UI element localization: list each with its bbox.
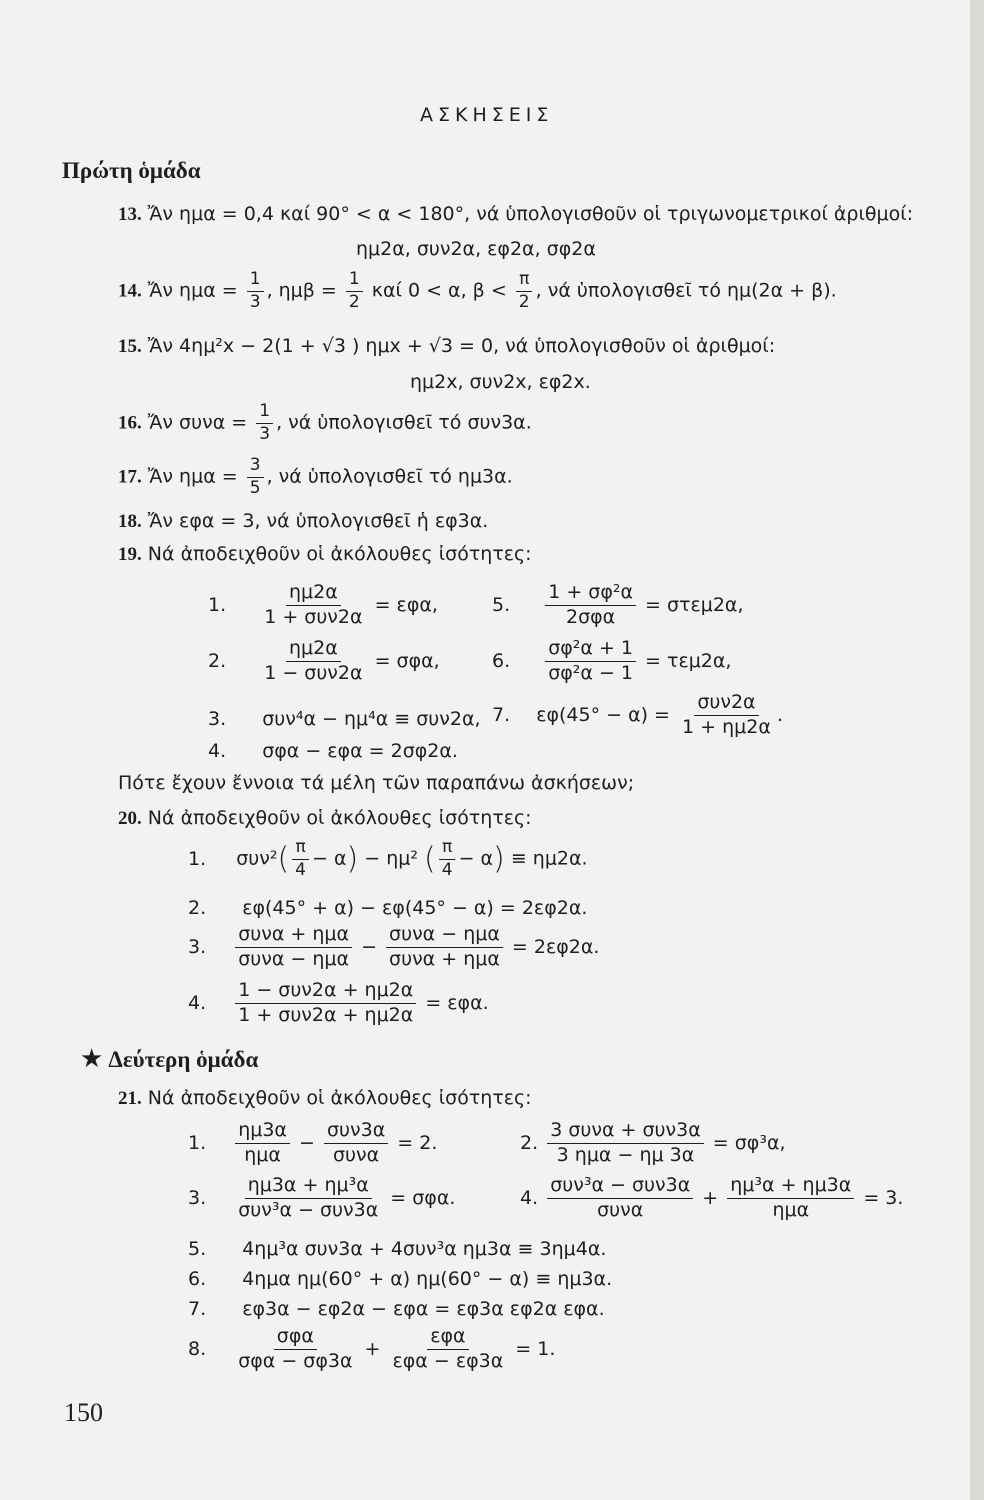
item-label: 1. <box>208 593 227 616</box>
text: = στεμ2α, <box>645 593 744 616</box>
exercise-number: 16. <box>118 412 142 434</box>
numerator: ημ3α + ημ³α <box>245 1175 372 1199</box>
paren: ) <box>346 841 359 877</box>
exercise-text: Νά ἀποδειχθοῦν οἱ ἀκόλουθες ἰσότητες: <box>147 807 532 829</box>
operator: + <box>702 1186 719 1209</box>
item-label: 3. <box>208 708 227 730</box>
numerator: π <box>516 270 532 292</box>
group2-heading: Δεύτερη ὁμάδα <box>108 1047 259 1072</box>
numerator: 3 συνα + συν3α <box>547 1120 704 1144</box>
exercise-number: 20. <box>118 808 142 829</box>
exercise-number: 17. <box>118 466 142 488</box>
numerator: σφ²α + 1 <box>545 638 636 662</box>
denominator: συνα <box>597 1198 644 1221</box>
numerator: συνα + ημα <box>235 924 352 948</box>
ex21-item-3 <box>188 1175 455 1222</box>
denominator: 1 + συν2α <box>264 605 363 628</box>
exercise-20 <box>118 807 532 830</box>
exercise-text: Νά ἀποδειχθοῦν οἱ ἀκόλουθες ἰσότητες: <box>147 543 532 565</box>
denominator: 2 <box>348 291 360 312</box>
ex21-item-7 <box>188 1298 605 1320</box>
denominator: συνα + ημα <box>389 947 500 970</box>
item-label: 8. <box>188 1337 207 1360</box>
numerator: σφα <box>274 1326 317 1350</box>
text: , νά ὑπολογισθεῖ τό ημ(2α + β). <box>535 279 837 302</box>
ex21-item-5 <box>188 1238 606 1260</box>
fraction <box>545 638 636 685</box>
exercise-number: 18. <box>118 511 142 532</box>
text: Ἄν συνα = <box>147 411 248 434</box>
item-text: συν⁴α − ημ⁴α ≡ συν2α, <box>262 708 481 730</box>
ex19-item-3 <box>208 708 481 730</box>
numerator: συν2α <box>694 692 758 716</box>
numerator: συν³α − συν3α <box>547 1175 693 1199</box>
text: − α <box>312 847 347 870</box>
exercise-15-list: ημ2x, συν2x, εφ2x. <box>410 371 591 393</box>
exercise-number: 14. <box>118 280 142 302</box>
numerator: 1 <box>346 270 363 292</box>
exercise-19 <box>118 543 532 566</box>
ex21-item-8 <box>188 1326 555 1373</box>
text: = εφα, <box>374 593 438 616</box>
ex20-item-4 <box>188 980 489 1027</box>
ex21-item-6 <box>188 1268 612 1290</box>
denominator: 3 ημα − ημ 3α <box>556 1143 695 1166</box>
text: = σφα, <box>374 649 440 672</box>
fraction <box>679 692 774 739</box>
numerator: συνα − ημα <box>386 924 503 948</box>
denominator: 4 <box>295 859 306 880</box>
page-number: 150 <box>64 1398 103 1427</box>
ex19-item-7 <box>492 692 783 739</box>
item-text: 4ημα ημ(60° + α) ημ(60° − α) ≡ ημ3α. <box>242 1268 613 1290</box>
text: = 1. <box>515 1337 556 1360</box>
item-label: 7. <box>492 703 511 726</box>
text: εφ(45° − α) = <box>536 703 670 726</box>
item-label: 1. <box>188 847 207 870</box>
numerator: 1 − συν2α + ημ2α <box>235 980 416 1004</box>
item-label: 3. <box>188 935 207 958</box>
item-label: 7. <box>188 1298 207 1320</box>
exercise-18 <box>118 510 488 533</box>
text: , ημβ = <box>266 279 337 302</box>
fraction <box>439 838 456 880</box>
denominator: 3 <box>249 291 261 312</box>
denominator: συν³α − συν3α <box>238 1198 379 1221</box>
ex21-item-4 <box>520 1175 903 1222</box>
item-label: 5. <box>188 1238 207 1260</box>
ex20-item-2 <box>188 897 587 919</box>
fraction <box>545 582 636 629</box>
paren: ( <box>277 841 290 877</box>
page-title: ΑΣΚΗΣΕΙΣ <box>420 104 554 126</box>
group2-heading-row <box>80 1044 258 1074</box>
text: − ημ² <box>364 847 418 870</box>
denominator: 1 − συν2α <box>264 661 363 684</box>
fraction <box>727 1175 854 1222</box>
exercise-text: Νά ἀποδειχθοῦν οἱ ἀκόλουθες ἰσότητες: <box>147 1087 532 1109</box>
exercise-15 <box>118 335 775 358</box>
text: , νά ὑπολογισθεῖ τό ημ3α. <box>266 465 513 488</box>
numerator: 1 <box>247 270 264 292</box>
ex19-item-2 <box>208 638 440 685</box>
numerator: 1 + σφ²α <box>545 582 636 606</box>
fraction <box>516 270 533 312</box>
exercise-text: Ἄν εφα = 3, νά ὑπολογισθεῖ ἡ εφ3α. <box>147 510 489 532</box>
fraction <box>235 980 416 1027</box>
operator: + <box>364 1337 381 1360</box>
fraction <box>386 924 503 971</box>
text: = τεμ2α, <box>645 649 732 672</box>
exercise-16 <box>118 402 532 444</box>
item-label: 6. <box>188 1268 207 1290</box>
text: Ἄν ημα = <box>147 465 238 488</box>
exercise-number: 21. <box>118 1088 142 1109</box>
fraction <box>235 1175 381 1222</box>
item-text: 4ημ³α συν3α + 4συν³α ημ3α ≡ 3ημ4α. <box>242 1238 607 1260</box>
item-label: 2. <box>188 897 207 919</box>
text: = εφα. <box>425 991 489 1014</box>
denominator: ημα <box>772 1198 810 1221</box>
text: καί 0 < α, β < <box>371 279 507 302</box>
denominator: 3 <box>259 423 271 444</box>
ex20-item-1 <box>188 838 588 880</box>
denominator: 1 + συν2α + ημ2α <box>238 1003 414 1026</box>
item-label: 3. <box>188 1186 207 1209</box>
fraction <box>324 1120 388 1167</box>
exercise-number: 19. <box>118 544 142 565</box>
numerator: ημ2α <box>286 638 341 662</box>
denominator: εφα − εφ3α <box>392 1349 504 1372</box>
text: Ἄν ημα = <box>147 279 238 302</box>
numerator: ημ³α + ημ3α <box>727 1175 854 1199</box>
numerator: συν3α <box>324 1120 388 1144</box>
item-label: 4. <box>520 1186 539 1209</box>
numerator: π <box>439 838 455 860</box>
ex20-item-3 <box>188 924 599 971</box>
denominator: 5 <box>249 477 261 498</box>
item-label: 6. <box>492 649 511 672</box>
fraction <box>547 1175 693 1222</box>
ex19-item-4 <box>208 740 458 762</box>
exercise-text: Ἄν ημα = 0,4 καί 90° < α < 180°, νά ὑπολογισθοῦν οἱ τριγωνομετρικοί ἀριθμοί: <box>147 203 914 225</box>
denominator: 2σφα <box>565 605 616 628</box>
ex19-item-1 <box>208 582 438 629</box>
numerator: 3 <box>247 456 264 478</box>
page-edge <box>970 0 984 1500</box>
denominator: συνα − ημα <box>238 947 350 970</box>
exercise-number: 13. <box>118 204 142 225</box>
operator: − <box>361 935 377 958</box>
ex21-item-1 <box>188 1120 437 1167</box>
item-text: εφ3α − εφ2α − εφα = εφ3α εφ2α εφα. <box>242 1298 605 1320</box>
ex19-item-6 <box>492 638 731 685</box>
exercise-21 <box>118 1087 532 1110</box>
operator: − <box>298 1131 315 1154</box>
numerator: ημ2α <box>286 582 341 606</box>
text: = 2. <box>397 1131 438 1154</box>
text: = σφ³α, <box>712 1131 786 1154</box>
text: = σφα. <box>390 1186 456 1209</box>
text: , νά ὑπολογισθεῖ τό συν3α. <box>276 411 532 434</box>
fraction <box>261 582 365 629</box>
item-label: 1. <box>188 1131 207 1154</box>
text: = 3. <box>863 1186 904 1209</box>
denominator: ημα <box>244 1143 281 1166</box>
item-label: 2. <box>208 649 227 672</box>
text: . <box>776 703 783 726</box>
denominator: 2 <box>518 291 530 312</box>
denominator: σφ²α − 1 <box>548 661 633 684</box>
paren: ) <box>493 841 505 877</box>
denominator: συνα <box>332 1143 380 1166</box>
item-label: 4. <box>208 740 227 762</box>
denominator: σφα − σφ3α <box>238 1349 353 1372</box>
fraction <box>235 1326 355 1373</box>
fraction <box>292 838 309 880</box>
text: − α <box>458 847 494 870</box>
group1-heading: Πρώτη ὁμάδα <box>62 158 201 183</box>
numerator: εφα <box>427 1326 468 1350</box>
item-text: σφα − εφα = 2σφ2α. <box>262 740 458 762</box>
item-label: 5. <box>492 593 511 616</box>
fraction <box>547 1120 704 1167</box>
star-icon: ★ <box>80 1044 104 1074</box>
fraction <box>346 270 363 312</box>
numerator: ημ3α <box>235 1120 290 1144</box>
ex19-item-5 <box>492 582 744 629</box>
fraction <box>235 924 352 971</box>
denominator: 1 + ημ2α <box>682 715 771 738</box>
text: ≡ ημ2α. <box>510 847 588 870</box>
fraction <box>256 402 273 444</box>
text: συν² <box>236 847 278 870</box>
denominator: 4 <box>441 859 453 880</box>
exercise-text: Ἄν 4ημ²x − 2(1 + √3 ) ημx + √3 = 0, νά ὑπολογισθοῦν οἱ ἀριθμοί: <box>147 335 776 357</box>
exercise-14 <box>118 270 837 312</box>
item-text: εφ(45° + α) − εφ(45° − α) = 2εφ2α. <box>242 897 588 919</box>
fraction <box>390 1326 507 1373</box>
ex21-item-2 <box>520 1120 786 1167</box>
fraction <box>247 456 264 498</box>
exercise-13 <box>118 203 913 226</box>
exercise-17 <box>118 456 513 498</box>
question-text: Πότε ἔχουν ἔννοια τά μέλη τῶν παραπάνω ἀσκήσεων; <box>118 772 635 794</box>
item-label: 2. <box>520 1131 539 1154</box>
fraction <box>261 638 365 685</box>
item-label: 4. <box>188 991 207 1014</box>
fraction <box>247 270 264 312</box>
paren: ( <box>424 841 436 877</box>
numerator: 1 <box>256 402 273 424</box>
fraction <box>235 1120 290 1167</box>
exercise-number: 15. <box>118 336 142 357</box>
numerator: π <box>292 838 308 860</box>
text: = 2εφ2α. <box>511 935 600 958</box>
exercise-13-list: ημ2α, συν2α, εφ2α, σφ2α <box>356 238 596 260</box>
